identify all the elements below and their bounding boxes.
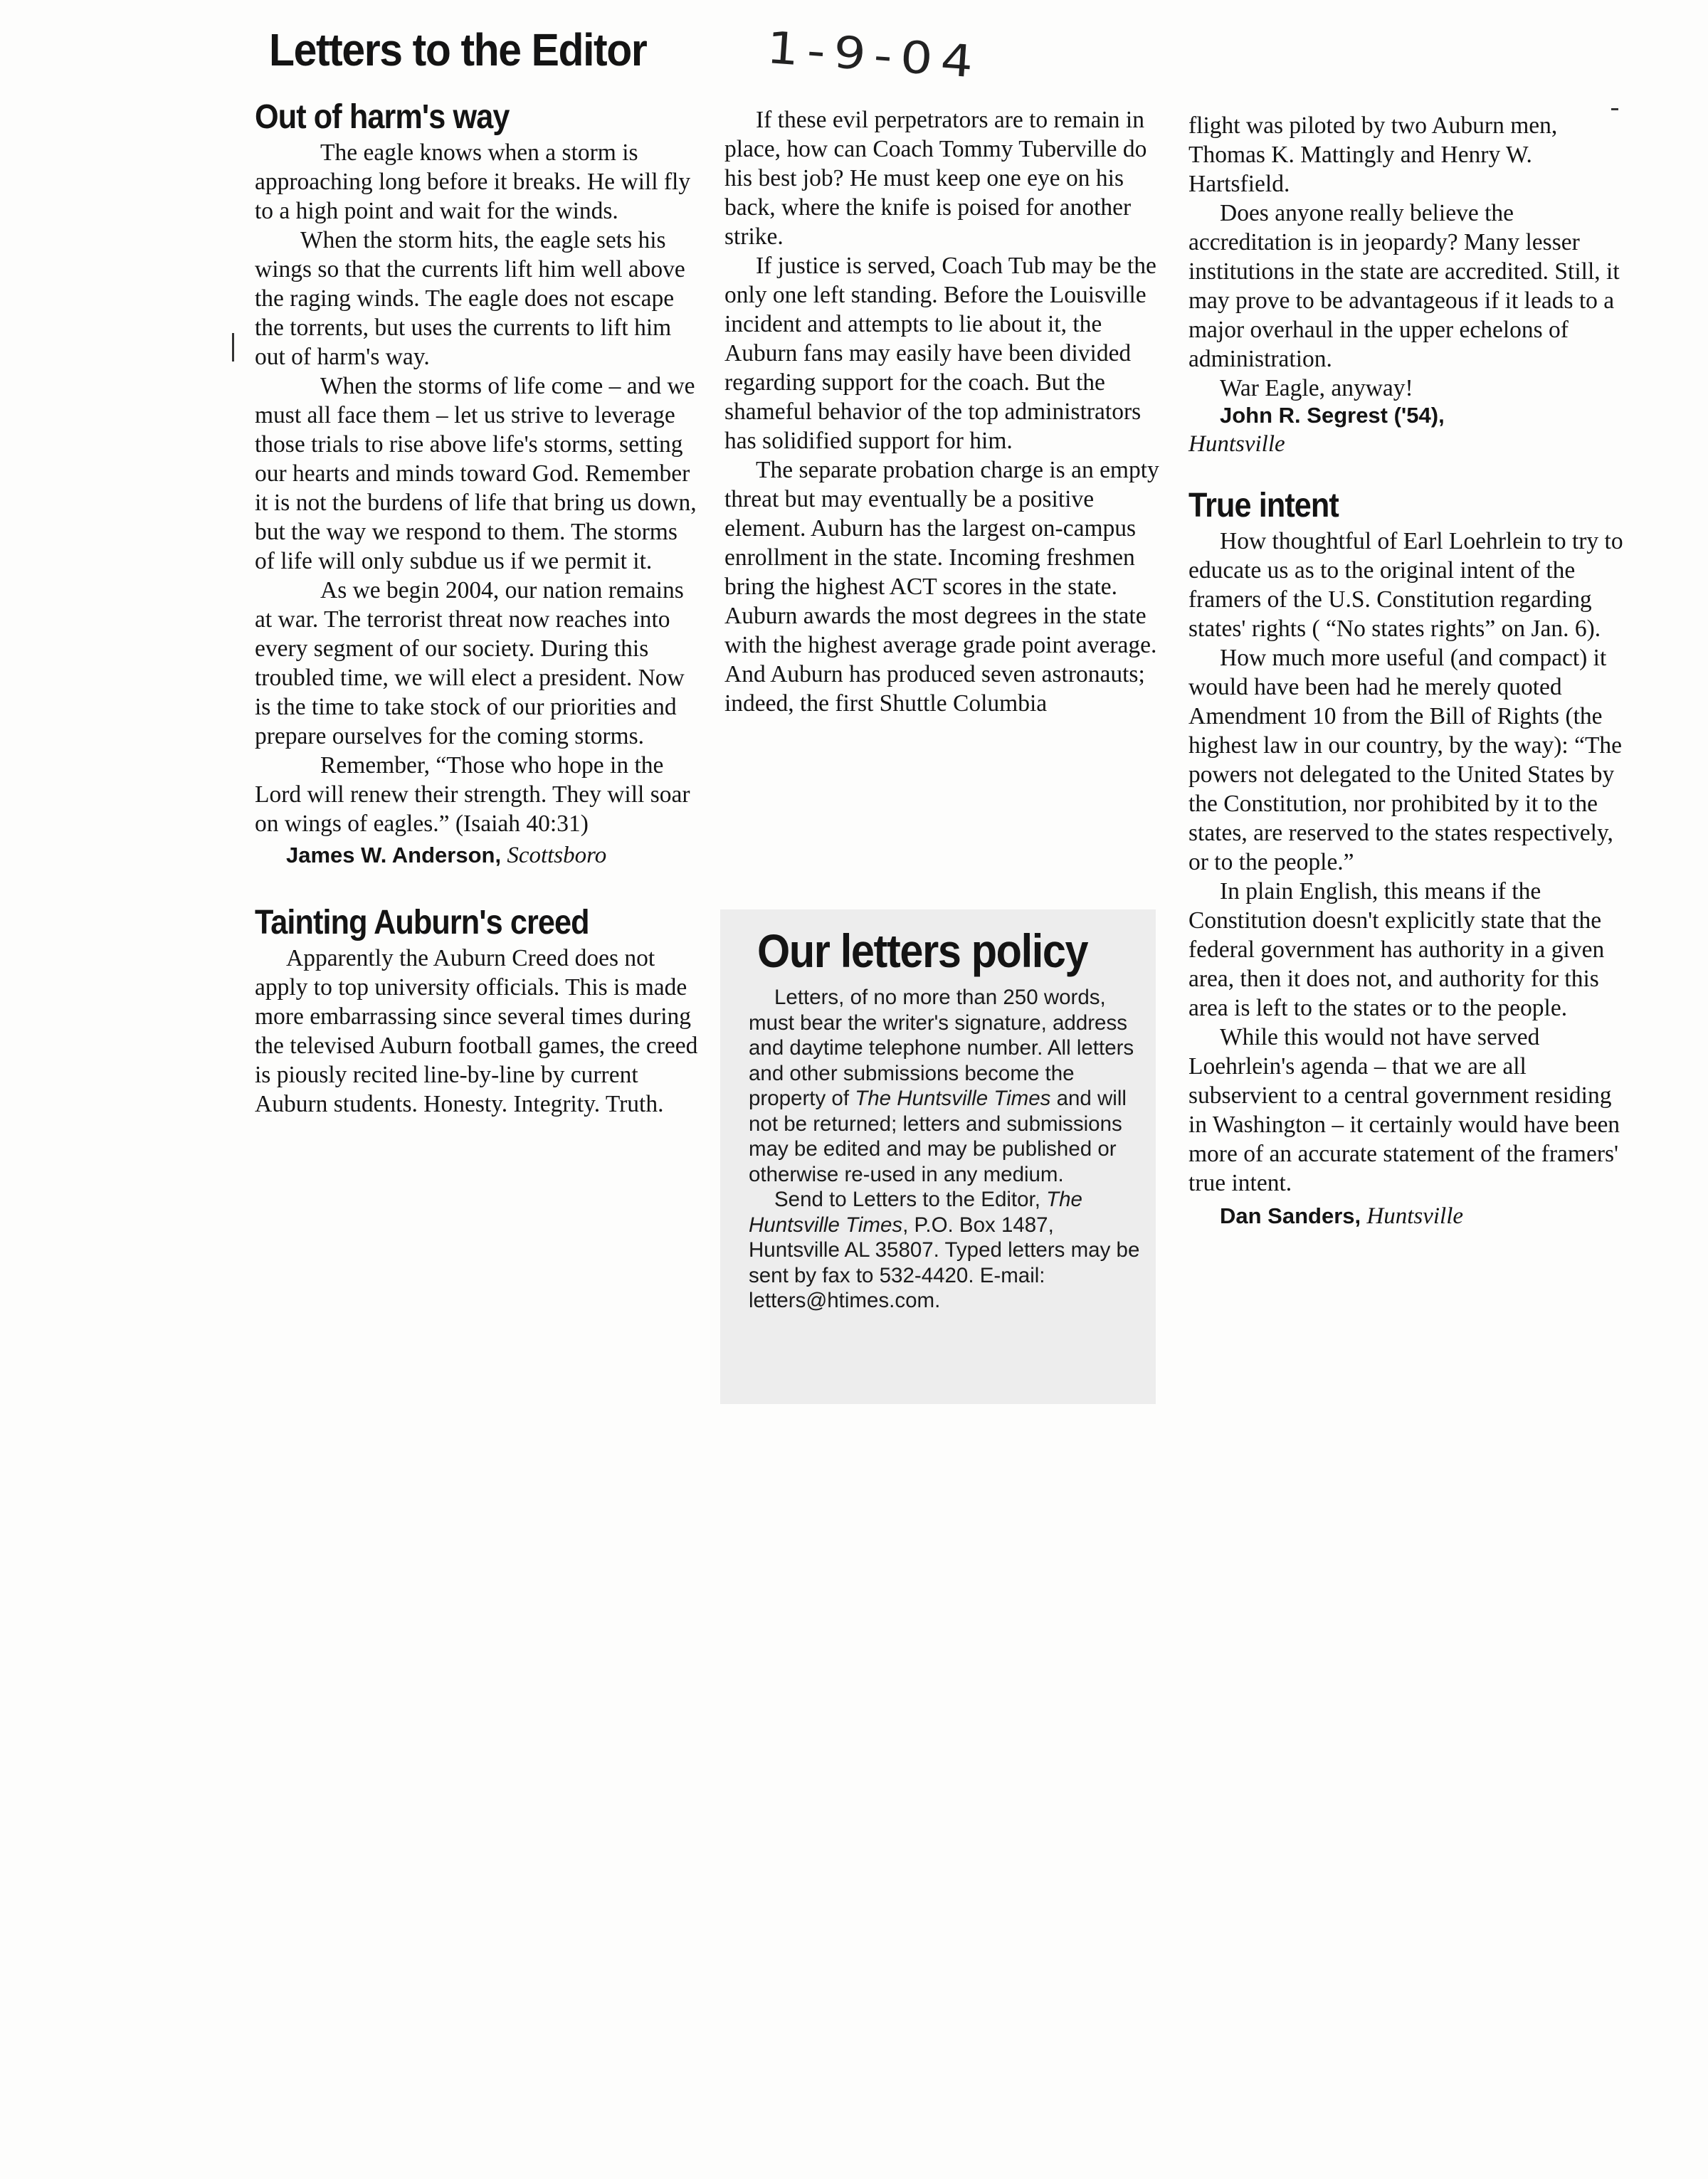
letter-1-paragraph: The eagle knows when a storm is approaching long before it breaks. He will fly to a high point and wait for the winds. (255, 139, 691, 224)
policy-paragraph: Send to Letters to the Editor, The Huntsville Times, P.O. Box 1487, Huntsville AL 35807. Typed letters may be sent by fax to 532-4420. E-mail: letters@htimes.com. (749, 1188, 1140, 1312)
letter-2-paragraph: If justice is served, Coach Tub may be the only one left standing. Before the Louisville incident and attempts to lie about it, the Auburn fans may easily have been divided regarding support for the coach. But the shameful behavior of the top administrators has solidified support for him. (724, 253, 1156, 454)
publication-name: The Huntsville Times (749, 1188, 1082, 1237)
letter-2-paragraph: The separate probation charge is an empty threat but may eventually be a positive element. Auburn has the largest on-campus enrollment in the state. Incoming freshmen bring the highest ACT scores in the state. Auburn awards the most degrees in the state with the highest average grade point average. And Auburn has produced seven astronauts; indeed, the first Shuttle Columbia (724, 457, 1159, 717)
policy-title: Our letters policy (757, 924, 1088, 977)
letter-3-paragraph: How thoughtful of Earl Loehrlein to try to educate us as to the original intent of the framers of the U.S. Constitution regarding states' rights ( “No states rights” on Jan. 6). (1188, 528, 1623, 642)
letter-3-paragraph: How much more useful (and compact) it would have been had he merely quoted Amendment 10 from the Bill of Rights (the highest law in our country, by the way): “The powers not delegated to the United States by the Constitution, nor prohibited by it to the states, are reserved to the states respectively, or to the people.” (1188, 645, 1623, 875)
author-town: Huntsville (1188, 431, 1285, 457)
letter-3-signature (1188, 1202, 1628, 1230)
letter-3-paragraph: In plain English, this means if the Constitution doesn't explicitly state that the federal government has authority in a given area, then it does not, and authority for this area is left to the states or to the people. (1188, 878, 1605, 1021)
letter-1-paragraph: When the storms of life come – and we must all face them – let us strive to leverage those trials to rise above life's storms, setting our hearts and minds toward God. Remember it is not the burdens of life that bring us down, but the way we respond to them. The storms of life will only subdue us if we permit it. (255, 373, 697, 574)
letter-2-paragraph: flight was piloted by two Auburn men, Thomas K. Mattingly and Henry W. Hartsfield. (1188, 112, 1558, 197)
author-name: James W. Anderson, (286, 843, 502, 867)
letter-1-paragraph: Remember, “Those who hope in the Lord will renew their strength. They will soar on wings of eagles.” (Isaiah 40:31) (255, 752, 690, 837)
letter-1-signature (255, 841, 702, 870)
author-town: Scottsboro (507, 843, 607, 868)
policy-paragraph: Letters, of no more than 250 words, must bear the writer's signature, address and daytime telephone number. All letters and other submissions become the property of The Huntsville Times and will not be returned; letters and submissions may be edited and may be published or otherwise re-used in any medium. (749, 986, 1134, 1186)
publication-name: The Huntsville Times (855, 1087, 1051, 1110)
letter-3-paragraph: While this would not have served Loehrlein's agenda – that we are all subservient to a central government residing in Washington – it certainly would have been more of an accurate statement of the framers' true intent. (1188, 1024, 1620, 1196)
column-2 (724, 105, 1160, 718)
letter-2-signature (1188, 401, 1628, 458)
author-town: Huntsville (1366, 1203, 1464, 1229)
headline-tainting-auburns-creed: Tainting Auburn's creed (255, 904, 589, 941)
letter-2-paragraph: Apparently the Auburn Creed does not apply to top university officials. This is made more embarrassing since several times during the televised Auburn football games, the creed is piously recited line-by-line by current Auburn students. Honesty. Integrity. Truth. (255, 945, 698, 1117)
column-1 (255, 97, 702, 1119)
letter-1-paragraph: When the storm hits, the eagle sets his wings so that the currents lift him well above the raging winds. The eagle does not escape the torrents, but uses the currents to lift him out of harm's way. (255, 227, 685, 370)
scan-mark (1611, 108, 1618, 110)
author-name: John R. Segrest ('54), (1220, 403, 1445, 428)
letter-2-paragraph: War Eagle, anyway! (1220, 375, 1413, 401)
author-name: Dan Sanders, (1220, 1203, 1361, 1228)
headline-true-intent: True intent (1188, 487, 1339, 524)
scan-mark (232, 333, 234, 362)
column-3 (1188, 111, 1628, 1230)
letter-2-paragraph: Does anyone really believe the accreditation is in jeopardy? Many lesser institutions in the state are accredited. Still, it may prove to be advantageous if it leads to a major overhaul in the upper echelons of administration. (1188, 200, 1620, 372)
page-title: Letters to the Editor (269, 24, 647, 75)
letter-1-paragraph: As we begin 2004, our nation remains at war. The terrorist threat now reaches into every segment of our society. During this troubled time, we will elect a president. Now is the time to take stock of our priorities and prepare ourselves for the coming storms. (255, 577, 685, 749)
letter-2-paragraph: If these evil perpetrators are to remain in place, how can Coach Tommy Tuberville do his best job? He must keep one eye on his back, where the knife is poised for another strike. (724, 107, 1147, 250)
letters-policy-box (720, 909, 1156, 1404)
headline-out-of-harms-way: Out of harm's way (255, 98, 510, 136)
handwritten-date: 1-9-04 (764, 21, 984, 88)
